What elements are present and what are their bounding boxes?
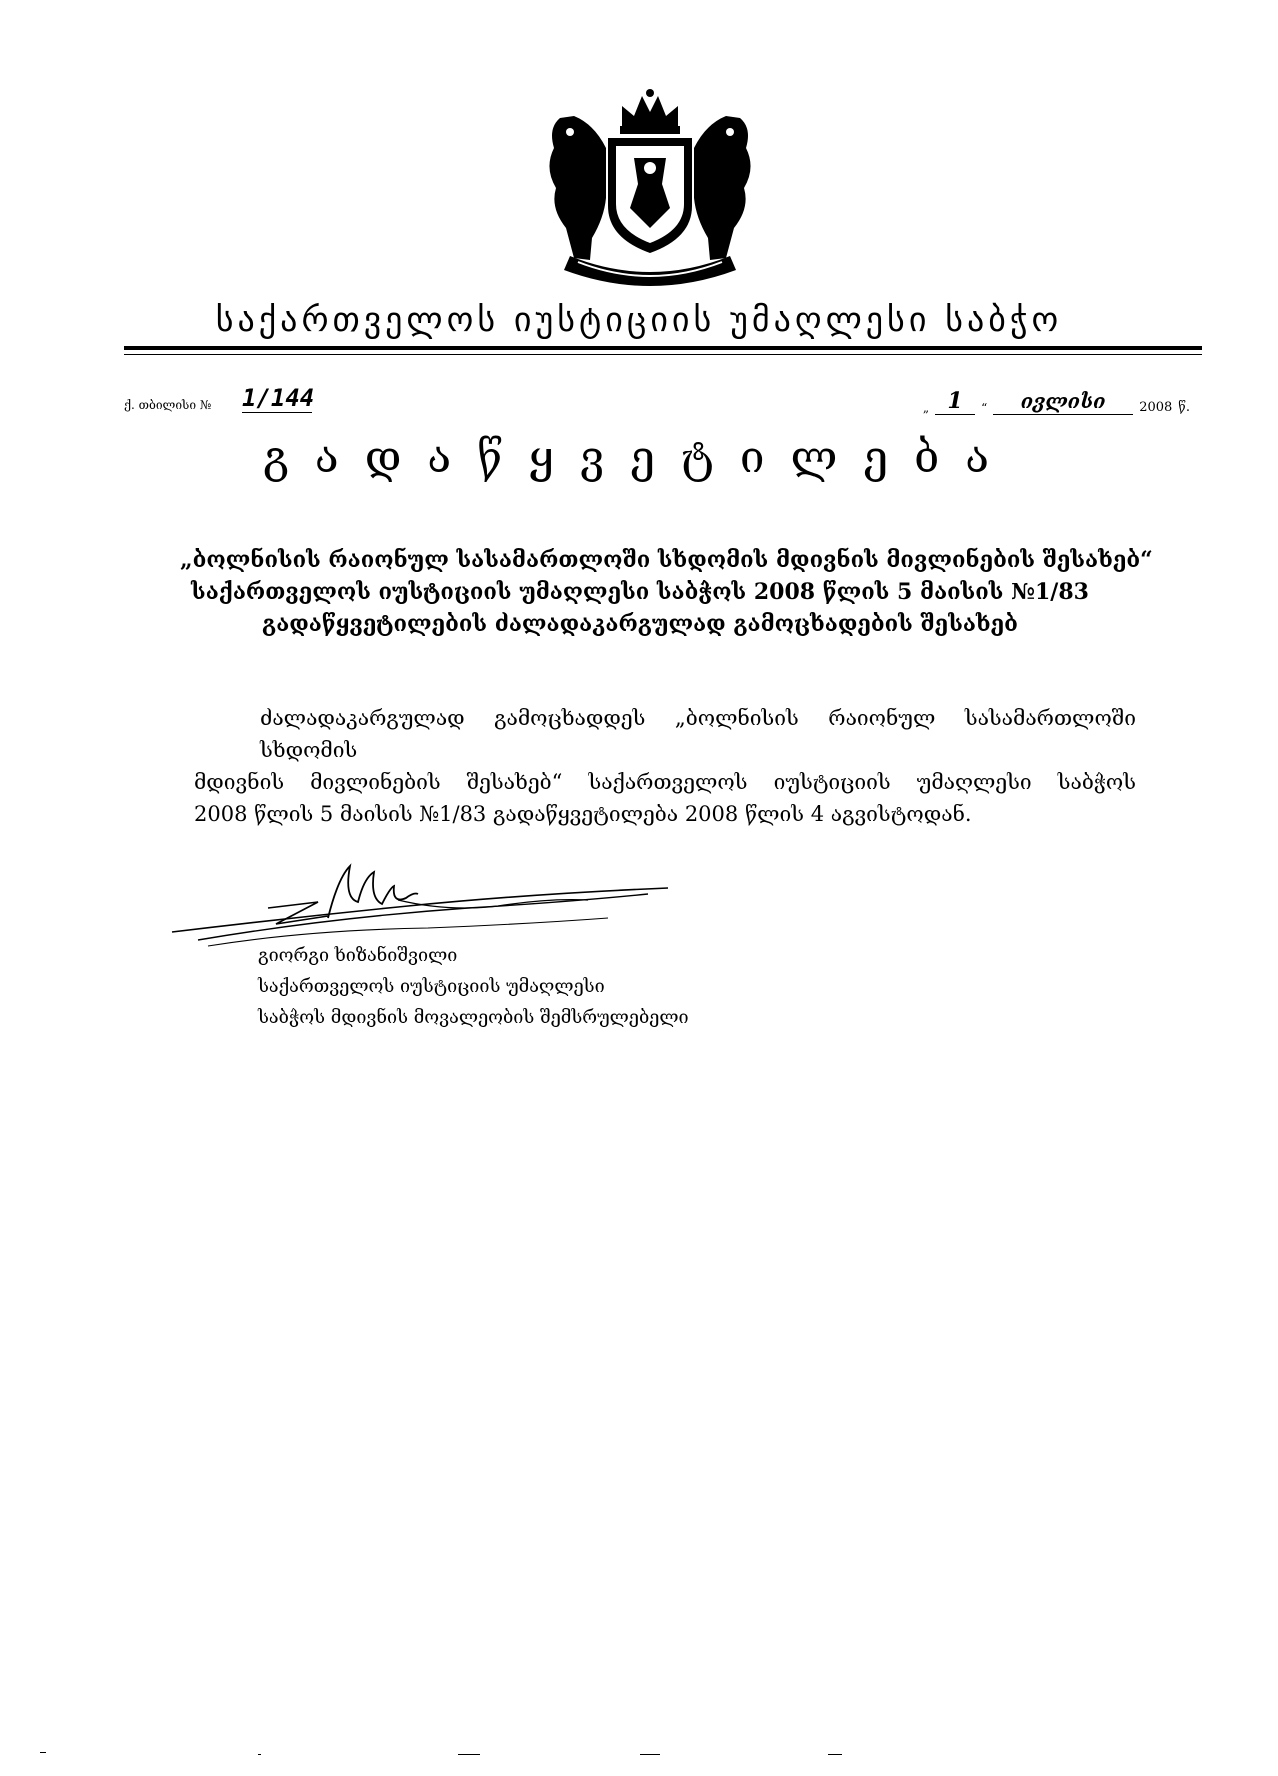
header-rule-thin <box>124 354 1202 355</box>
coat-of-arms-emblem <box>530 88 770 293</box>
quote-open-mark: „ <box>922 401 930 415</box>
signer-name: გიორგი ხიზანიშვილი <box>258 945 458 966</box>
crown-icon <box>620 89 680 134</box>
date-month: ივლისი <box>993 388 1133 415</box>
date-day: 1 <box>935 388 975 415</box>
document-type-heading: გადაწყვეტილება <box>262 432 1015 483</box>
header-rule-thick <box>124 346 1202 350</box>
scan-speck <box>828 1754 842 1755</box>
lion-left-icon <box>549 116 606 260</box>
scan-speck <box>458 1754 480 1755</box>
body-line: 2008 წლის 5 მაისის №1/83 გადაწყვეტილება 2008 წლის 4 აგვისტოდან. <box>194 802 972 826</box>
subject-line: საქართველოს იუსტიციის უმაღლესი საბჭოს 2008 წლის 5 მაისის №1/83 <box>191 579 1089 605</box>
body-line: მდივნის მივლინების შესახებ“ საქართველოს იუსტიციის უმაღლესი საბჭოს <box>194 770 1136 794</box>
subject-block <box>180 544 1153 640</box>
scan-speck <box>640 1754 660 1755</box>
signer-title: საბჭოს მდივნის მოვალეობის შემსრულებელი <box>258 1007 689 1028</box>
signer-title: საქართველოს იუსტიციის უმაღლესი <box>258 976 605 997</box>
lion-right-icon <box>694 116 751 260</box>
motto-ribbon-icon <box>564 256 736 286</box>
quote-close-mark: “ <box>981 401 988 415</box>
scan-speck <box>40 1752 46 1753</box>
doc-number-value: 1/144 <box>242 384 315 412</box>
date-year: 2008 <box>1139 400 1173 415</box>
body-paragraph <box>194 702 1136 830</box>
date-line <box>923 388 1190 415</box>
body-line: ძალადაკარგულად გამოცხადდეს „ბოლნისის რაიონულ სასამართლოში სხდომის <box>260 706 1136 762</box>
year-suffix: წ. <box>1178 400 1190 415</box>
signer-block <box>258 940 689 1033</box>
shield-icon <box>608 138 692 253</box>
doc-number-label: ქ. თბილისი № <box>124 398 212 412</box>
scan-speck <box>258 1754 261 1755</box>
subject-line: გადაწყვეტილების ძალადაკარგულად გამოცხადების შესახებ <box>262 611 1018 637</box>
organization-name: საქართველოს იუსტიციის უმაღლესი საბჭო <box>215 300 1063 340</box>
subject-line: „ბოლნისის რაიონულ სასამართლოში სხდომის მდივნის მივლინების შესახებ“ <box>180 547 1153 573</box>
